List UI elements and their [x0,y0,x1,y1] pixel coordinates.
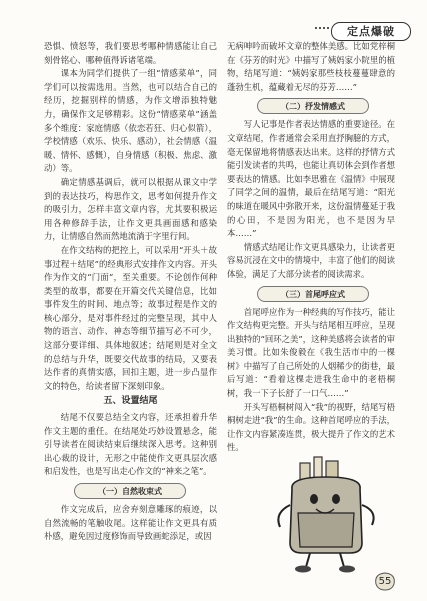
page-number-text: 55 [378,576,392,587]
paragraph: 无病呻吟而破坏文章的整体美感。比如党梓桐在《芬芳的时光》中描写了姨妈家小院里的植物，结尾写道：“姨妈家那些枝枝蔓蔓肆意的蓬勃生机，蕴藏着无尽的芬芳……” [227,41,395,92]
paragraph: 结尾不仅要总结全文内容，还承担着升华作文主题的重任。在结尾处巧妙设置悬念，能引导读者在阅读结束后继续深入思考。这种别出心裁的设计，无形之中能使作文更具层次感和启发性，也是写出走心作文的“神来之笔”。 [44,412,217,477]
paragraph: 写人记事是作者表达情感的重要途径。在文章结尾，作者通常会采用直抒胸臆的方式，毫无保留地将情感表达出来。这样的抒情方式能引发读者的共鸣，也能让真切体会到作者想要表达的情感。比如李思雅在《温情》中展现了同学之间的温情，最后在结尾写道：“阳光的味道在暖风中弥散开来，这份温情蔓延于我的心田，不是因为阳光，也不是因为早本……” [227,119,395,239]
paragraph: 课本为同学们提供了一组“情感菜单”，同学们可以按需选用。当然，也可以结合自己的经历，挖掘别样的情感，为作文增添独特魅力，确保作文足够精彩。这份“情感菜单”涵盖多个维度：家庭情感（依恋若狂、归心似箭），学校情感（欢乐、快乐、感动），社会情感（温暖、情怀、感慨），自身情感（积极、焦虑、激动）等。 [44,68,217,174]
paragraph: 恐惧、愤怒等，我们要思考哪种情感能让自己刻骨铭心、哪种值得诉诸笔端。 [44,41,217,65]
backpack-mascot-illustration [270,455,382,575]
subheading-badge: （一）自然收束式 [74,483,186,499]
subheading-badge: （二）抒发情感式 [257,98,369,114]
paragraph: 确定情感基调后，就可以根据从课文中学到的表达技巧，构思作文，思考如何提升作文的吸引力，怎样丰富文章内容，尤其要积极运用各种修辞手法，让作文更具画面感和感染力，让情感自然而然地流淌于字里行间。 [44,176,217,242]
paragraph: 开头写梧桐树闯入“我”的视野，结尾写梧桐树走进“我”的生命。这种首尾呼应的手法，让作文内容紧凑连贯，极大提升了作文的艺术性。 [227,401,395,453]
page-number [372,570,398,592]
left-column [44,40,217,544]
paragraph: 作文完成后，应舍弃刻意雕琢的痕迹，以自然流畅的笔触收尾。这样能让作文更具有质朴感，避免因过度修饰而导致画蛇添足，或因 [44,504,217,542]
paragraph: 情感式结尾让作文更具感染力，让读者更容易沉浸在文中的情境中，丰富了他们的阅读体验，满足了大部分读者的阅读需求。 [227,241,395,279]
section-heading: 五、设置结尾 [103,396,158,407]
paragraph: 在作文结构的把控上，可以采用“开头＋故事过程＋结尾”的经典形式安排作文内容。开头作为作文的“门面”，至关重要。不论创作何种类型的故事，都要在开篇交代关键信息，比如事件发生的时间、地点等；故事过程是作文的核心部分，是对事件经过的完整呈现，其中人物的语言、动作、神态等细节描写必不可少，这部分要详细、具体地叙述；结尾则是对全文的总结与升华，既要交代故事的结局，又要表达作者的真情实感，回扣主题，进一步凸显作文的特色，给读者留下深刻印象。 [44,244,217,391]
subheading-badge: （三）首尾呼应式 [257,286,369,302]
paragraph: 首尾呼应作为一种经典的写作技巧，能让作文结构更完整。开头与结尾相互呼应，呈现出独特的“回环之美”，这种美感将会读者的审美习惯。比如朱俊毅在《我生活市中的一棵树》中描写了自己所处的人烟稀少的街巷，最后写道：“看着这棵走进我生命中的老梧桐树，我一下子长舒了一口气……” [227,306,395,399]
section-tab: 定点爆破 [331,22,411,41]
right-column [227,40,395,455]
tab-decoration [315,27,329,37]
